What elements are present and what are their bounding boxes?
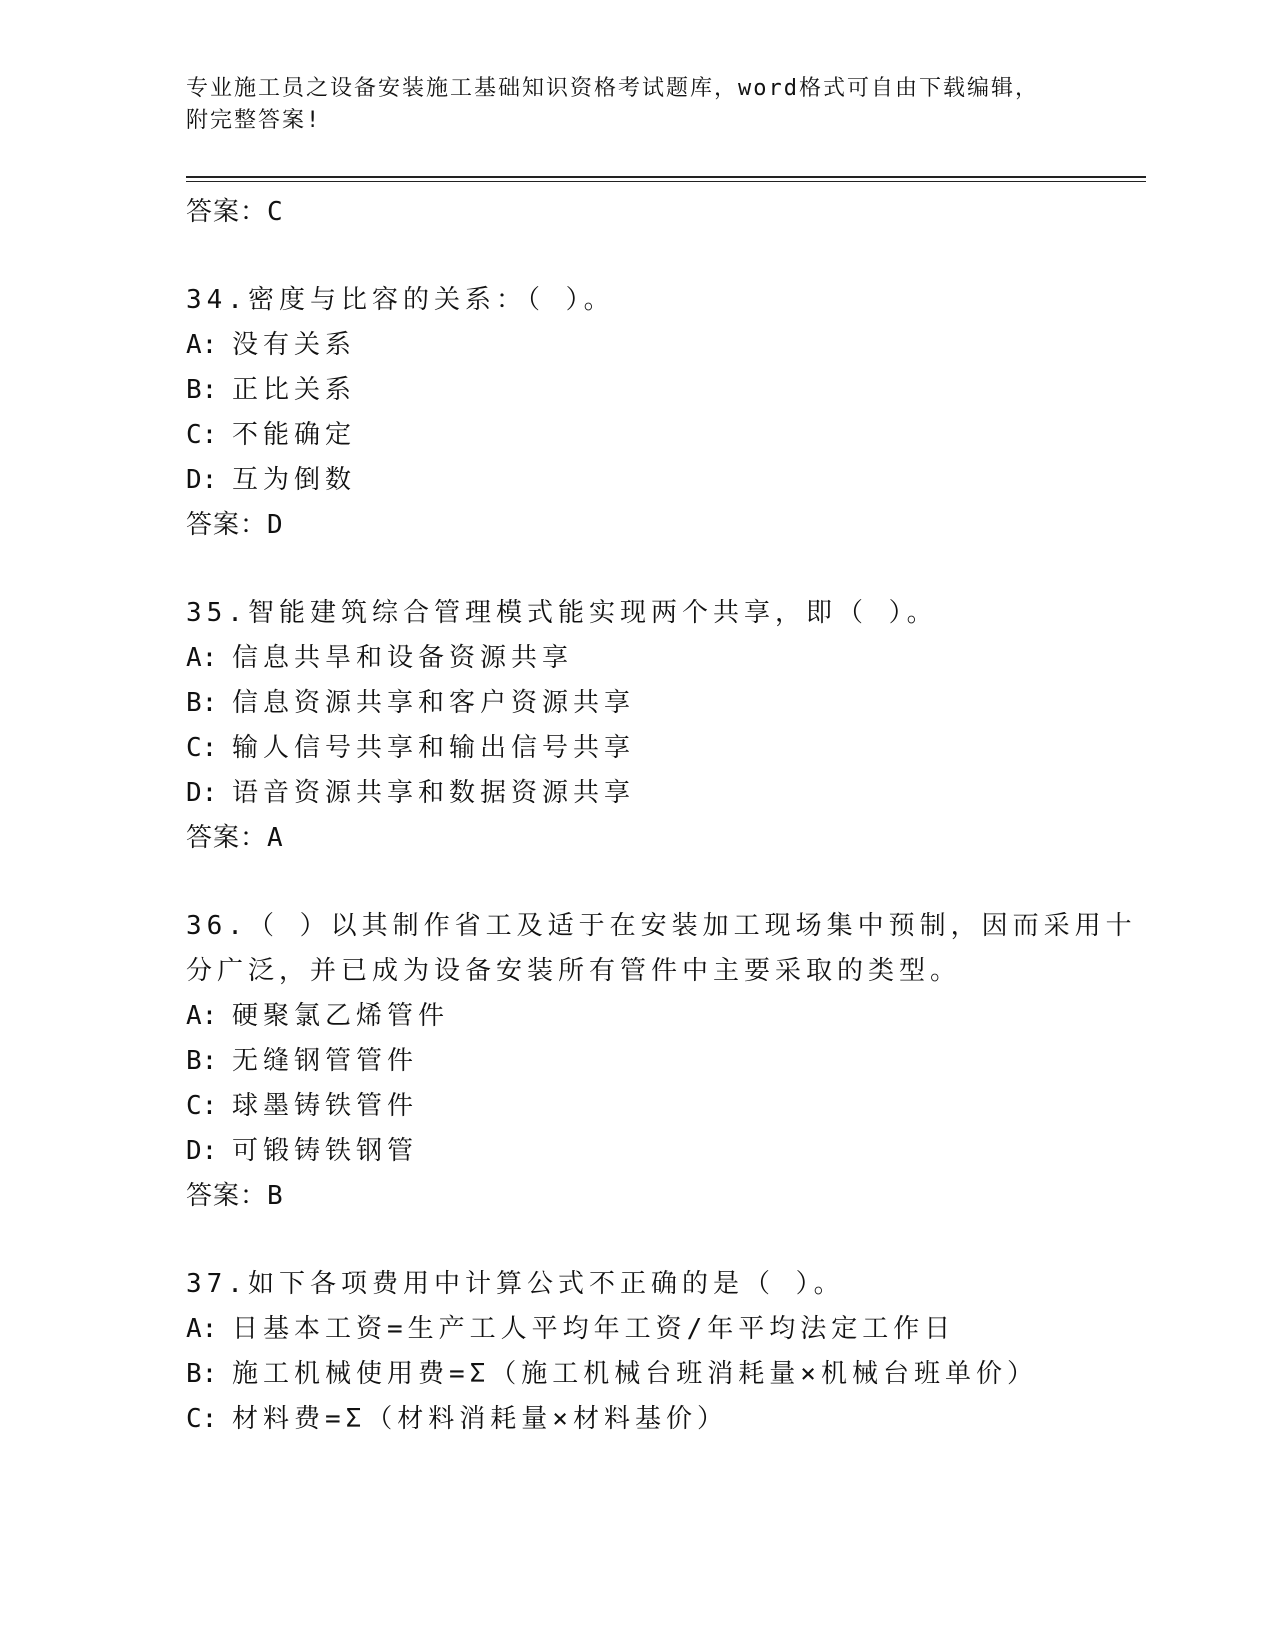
option-b [186,368,1066,413]
document-header [186,73,1066,137]
option-text: 日基本工资=生产工人平均年工资/年平均法定工作日 [232,1314,956,1344]
answer-line-35 [186,816,1066,860]
option-letter: D: [186,1136,218,1166]
answer-prefix: 答案： [186,823,268,853]
answer-value: A [267,823,284,853]
spacer [186,1218,1066,1262]
question-text: 35.智能建筑综合管理模式能实现两个共享，即（ ）。 [186,598,938,628]
answer-line-34 [186,503,1066,547]
option-letter: C: [186,1091,218,1121]
option-letter: B: [186,688,218,718]
answer-value: B [267,1181,284,1211]
header-divider-thin [186,181,1146,182]
option-a [186,323,1066,368]
answer-prefix: 答案： [186,197,268,227]
spacer [186,234,1066,278]
answer-prefix: 答案： [186,1181,268,1211]
question-37 [186,1262,1066,1307]
option-c [186,1084,1066,1129]
option-letter: D: [186,465,218,495]
option-d [186,771,1066,816]
answer-value: D [267,510,284,540]
option-letter: C: [186,733,218,763]
option-d [186,1129,1066,1174]
question-34 [186,278,1066,323]
spacer [186,547,1066,591]
answer-value: C [267,197,284,227]
option-letter: D: [186,778,218,808]
header-title-line-2: 附完整答案! [186,108,322,133]
option-text: 硬聚氯乙烯管件 [232,1001,450,1031]
option-a [186,994,1066,1039]
option-a [186,636,1066,681]
option-text: 施工机械使用费=Σ（施工机械台班消耗量×机械台班单价） [232,1359,1038,1389]
option-text: 语音资源共享和数据资源共享 [232,778,636,808]
option-letter: B: [186,1359,218,1389]
option-text: 信息资源共享和客户资源共享 [232,688,636,718]
option-b [186,1039,1066,1084]
option-c [186,726,1066,771]
option-letter: A: [186,330,218,360]
option-letter: C: [186,1404,218,1434]
question-text: 37.如下各项费用中计算公式不正确的是（ ）。 [186,1269,845,1299]
header-title-line-1: 专业施工员之设备安装施工基础知识资格考试题库，word格式可自由下载编辑， [186,76,1039,101]
option-text: 输人信号共享和输出信号共享 [232,733,636,763]
question-text-line-2: 分广泛，并已成为设备安装所有管件中主要采取的类型。 [186,956,962,986]
answer-line-prev [186,190,1066,234]
option-text: 材料费=Σ（材料消耗量×材料基价） [232,1404,728,1434]
option-letter: A: [186,643,218,673]
option-text: 不能确定 [232,420,357,450]
question-35 [186,591,1066,636]
option-letter: A: [186,1001,218,1031]
option-letter: A: [186,1314,218,1344]
option-text: 互为倒数 [232,465,357,495]
option-letter: C: [186,420,218,450]
option-c [186,413,1066,458]
option-text: 球墨铸铁管件 [232,1091,419,1121]
question-list [186,190,1137,1442]
option-d [186,458,1066,503]
option-letter: B: [186,1046,218,1076]
option-a [186,1307,1066,1352]
answer-prefix: 答案： [186,510,268,540]
option-text: 没有关系 [232,330,357,360]
option-text: 正比关系 [232,375,357,405]
header-divider-thick [186,176,1146,178]
spacer [186,860,1066,904]
question-text: 34.密度与比容的关系：（ ）。 [186,285,615,315]
option-letter: B: [186,375,218,405]
question-text-line-1: 36.（ ）以其制作省工及适于在安装加工现场集中预制，因而采用十 [186,911,1137,941]
option-text: 信息共旱和设备资源共享 [232,643,574,673]
option-text: 可锻铸铁钢管 [232,1136,419,1166]
option-b [186,681,1066,726]
option-b [186,1352,1066,1397]
option-c [186,1397,1066,1442]
question-36 [186,904,1137,994]
answer-line-36 [186,1174,1066,1218]
option-text: 无缝钢管管件 [232,1046,419,1076]
